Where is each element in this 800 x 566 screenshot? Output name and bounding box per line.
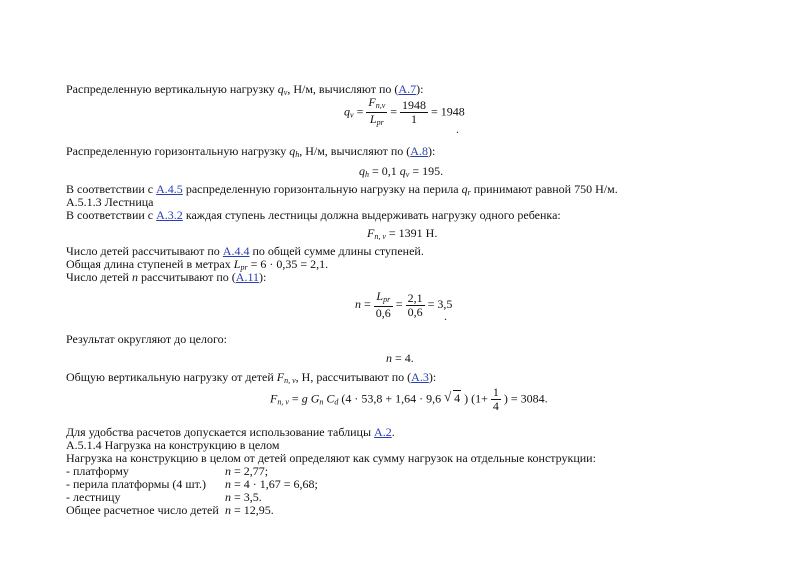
sub: v <box>405 170 410 179</box>
text: по общей сумме длины ступеней. <box>249 244 424 258</box>
fraction-lpr-06 <box>374 290 393 320</box>
result: ) = 3084. <box>500 391 548 406</box>
var: F <box>270 391 278 406</box>
sub: r <box>467 188 471 197</box>
text: Число детей рассчитывают по <box>66 244 223 258</box>
link-a2[interactable]: А.2 <box>374 425 392 439</box>
link-a7[interactable]: А.7 <box>398 82 417 96</box>
eq: = <box>390 104 398 119</box>
formula-n <box>355 290 452 320</box>
link-a32[interactable]: А.3.2 <box>156 208 183 222</box>
row-label: - лестницу <box>66 490 121 504</box>
text-line-n-calc <box>66 270 266 284</box>
link-a11[interactable]: А.11 <box>235 270 260 284</box>
var: q <box>344 104 350 119</box>
result: = 4. <box>392 351 414 365</box>
dot-mark: . <box>444 309 447 323</box>
var-n: n <box>225 490 231 504</box>
text-line-step-load <box>66 208 561 222</box>
formula-fnv <box>367 226 437 244</box>
row-value: = 12,95. <box>231 503 274 517</box>
den: 4 <box>492 399 499 413</box>
text: В соответствии с <box>66 182 157 196</box>
sub: n,v <box>375 101 386 110</box>
var-g: g <box>301 391 308 406</box>
var: F <box>368 95 376 109</box>
fraction-1948-1 <box>400 99 428 126</box>
row-label: - перила платформы (4 шт.) <box>66 477 206 491</box>
text-line-table-note <box>66 425 395 439</box>
row-label: - платформу <box>66 464 129 478</box>
row-value: = 2,77; <box>231 464 269 478</box>
link-a8[interactable]: А.8 <box>410 144 428 158</box>
text: принимают равной 750 Н/м. <box>470 182 618 196</box>
row-value: = 3,5. <box>231 490 262 504</box>
sub: v <box>350 110 354 120</box>
list-item <box>66 464 129 478</box>
text: Общую вертикальную нагрузку от детей <box>66 370 277 384</box>
var-n: n <box>131 270 138 284</box>
sub: v <box>283 88 288 97</box>
fraction-1-4 <box>491 386 501 413</box>
var-f: F <box>276 370 285 384</box>
num: 2,1 <box>407 290 423 305</box>
text-line-sum: Нагрузка на конструкцию в целом от детей определяют как сумму нагрузок на отдельные конструкции: <box>66 451 596 465</box>
list-item-value <box>225 477 318 491</box>
formula-qh <box>359 164 443 182</box>
section-heading-ladder: А.5.1.3 Лестница <box>66 195 154 209</box>
list-item-value <box>225 464 268 478</box>
sub: n <box>319 397 324 407</box>
var: q <box>399 164 406 178</box>
sqrt-icon: √ <box>444 389 452 405</box>
list-item <box>66 490 120 504</box>
text: (4 · 53,8 + 1,64 · 9,6 <box>338 391 445 406</box>
fraction-fnv-lpr <box>366 96 387 129</box>
text-line-children-count <box>66 244 424 258</box>
result: = 3,5 <box>427 296 453 311</box>
sqrt-4 <box>444 390 461 406</box>
var-n: n <box>225 477 231 491</box>
text: = 0,1 <box>369 164 400 178</box>
row-label: Общее расчетное число детей <box>66 503 219 517</box>
text: ): <box>428 370 437 384</box>
text: ): <box>259 270 267 284</box>
list-item <box>66 477 206 491</box>
text: Распределенную горизонтальную нагрузку <box>66 144 290 158</box>
var: q <box>359 164 365 178</box>
var: L <box>369 112 377 126</box>
var-n: n <box>225 503 231 517</box>
list-item <box>66 503 219 517</box>
text: Для удобства расчетов допускается использование таблицы <box>66 425 375 439</box>
text-line-round: Результат округляют до целого: <box>66 332 227 346</box>
var: L <box>376 289 384 303</box>
text: распределенную горизонтальную нагрузку на перила <box>182 182 462 196</box>
text: ): <box>416 82 424 96</box>
var-q: q <box>277 82 284 96</box>
formula-fnv-total <box>270 386 548 413</box>
text: ) (1+ <box>461 391 491 406</box>
sub: n, v <box>284 376 296 385</box>
text: В соответствии с <box>66 208 157 222</box>
list-item-value <box>225 490 262 504</box>
eq: = <box>356 104 364 119</box>
sub: n, v <box>374 232 386 241</box>
text: Распределенную вертикальную нагрузку <box>66 82 278 96</box>
var: n <box>355 296 361 311</box>
var-C: C <box>323 391 335 406</box>
result: = 195. <box>409 164 444 178</box>
list-item-value <box>225 503 274 517</box>
sub: pr <box>240 263 248 272</box>
result: = 1391 Н. <box>385 226 438 240</box>
var-l: L <box>233 257 241 271</box>
text: Число детей <box>66 270 132 284</box>
sub: h <box>365 170 369 179</box>
text: . <box>391 425 395 439</box>
text-line-horizontal-load <box>66 144 435 162</box>
sub: pr <box>383 295 391 304</box>
var-G: G <box>307 391 320 406</box>
text: , Н/м, вычисляют по ( <box>287 82 399 96</box>
eq: = <box>288 391 302 406</box>
row-value: = 4 · 1,67 = 6,68; <box>231 477 318 491</box>
dot-mark: . <box>456 122 459 136</box>
den: 0,6 <box>407 304 423 319</box>
sub: d <box>334 397 339 407</box>
link-a44[interactable]: А.4.4 <box>222 244 250 258</box>
text: , Н, рассчитывают по ( <box>295 370 412 384</box>
var: n <box>386 351 392 365</box>
sub: n, v <box>277 397 289 407</box>
var-q: q <box>461 182 468 196</box>
var-n: n <box>225 464 231 478</box>
text: = 6 · 0,35 = 2,1. <box>247 257 329 271</box>
text: , Н/м, вычисляют по ( <box>299 144 411 158</box>
sub: h <box>295 150 300 159</box>
var: F <box>367 226 375 240</box>
link-a3[interactable]: А.3 <box>411 370 429 384</box>
den: 0,6 <box>375 306 391 320</box>
formula-qv <box>344 96 465 129</box>
text: рассчитывают по ( <box>137 270 236 284</box>
num: 1 <box>492 385 499 399</box>
text: Общая длина ступеней в метрах <box>66 257 234 271</box>
eq: = <box>364 296 371 311</box>
formula-n-rounded <box>386 351 414 365</box>
section-heading-structure: А.5.1.4 Нагрузка на конструкцию в целом <box>66 438 280 452</box>
text: каждая ступень лестницы должна выдерживать нагрузку одного ребенка: <box>182 208 561 222</box>
eq: = <box>395 296 403 311</box>
link-a45[interactable]: А.4.5 <box>156 182 183 196</box>
den: 1 <box>411 112 418 126</box>
text: ): <box>427 144 436 158</box>
fraction-21-06 <box>406 292 425 319</box>
sub: pr <box>376 118 384 127</box>
num: 1948 <box>402 98 427 112</box>
result: = 1948 <box>431 104 465 119</box>
var-q: q <box>289 144 296 158</box>
radicand: 4 <box>454 391 461 406</box>
